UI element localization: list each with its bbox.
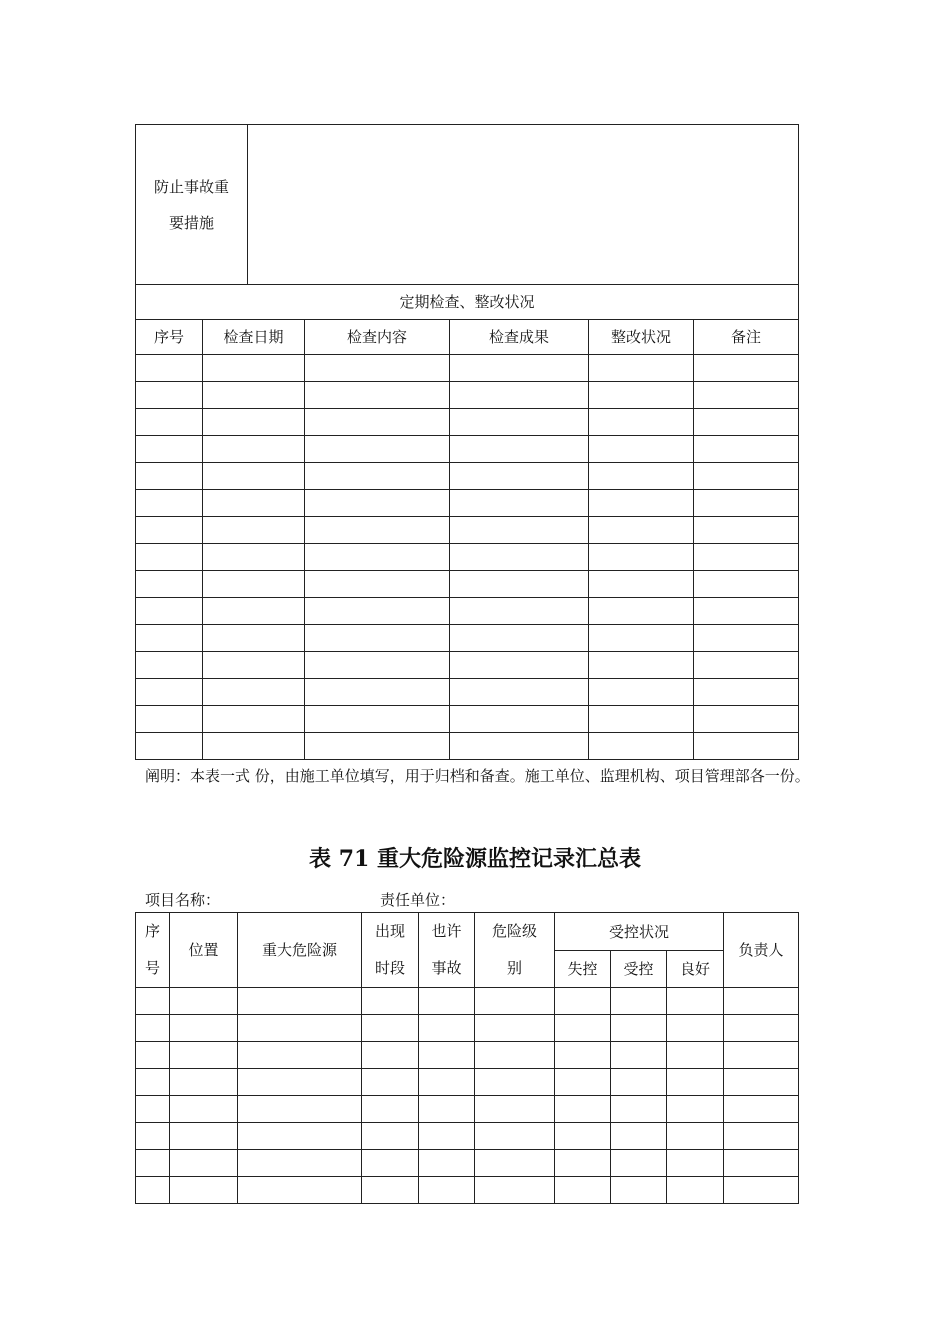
hazard-cell[interactable] [170, 1150, 238, 1177]
hazard-cell[interactable] [475, 1069, 555, 1096]
hazard-cell[interactable] [362, 1015, 419, 1042]
inspection-cell[interactable] [450, 598, 589, 625]
hazard-cell[interactable] [362, 1150, 419, 1177]
inspection-cell[interactable] [305, 490, 450, 517]
hazard-cell[interactable] [555, 1123, 611, 1150]
hazard-cell[interactable] [667, 1069, 724, 1096]
hazard-cell[interactable] [667, 1015, 724, 1042]
table-row [136, 652, 799, 679]
table-note: 阐明：本表一式 份，由施工单位填写，用于归档和备查。施工单位、监理机构、项目管理部各一份。 [145, 767, 810, 785]
table-row [136, 733, 799, 760]
header-accident-line1: 也许 [431, 922, 462, 940]
inspection-cell[interactable] [305, 436, 450, 463]
inspection-cell[interactable] [136, 463, 203, 490]
hazard-cell[interactable] [475, 988, 555, 1015]
table71-title: 表 71 重大危险源监控记录汇总表 [309, 846, 641, 872]
hazard-summary-table [135, 912, 799, 1204]
table-row [136, 1177, 799, 1204]
header-remarks: 备注 [694, 320, 799, 355]
table-row [136, 1015, 799, 1042]
header-check-result: 检查成果 [450, 320, 589, 355]
inspection-cell[interactable] [589, 625, 694, 652]
table-row [136, 1042, 799, 1069]
inspection-cell[interactable] [136, 517, 203, 544]
inspection-cell[interactable] [589, 517, 694, 544]
hazard-cell[interactable] [136, 1096, 170, 1123]
table-row [136, 544, 799, 571]
table-row [136, 463, 799, 490]
inspection-cell[interactable] [305, 463, 450, 490]
inspection-cell[interactable] [305, 517, 450, 544]
hazard-cell[interactable] [419, 1042, 475, 1069]
inspection-cell[interactable] [136, 436, 203, 463]
table-row [136, 706, 799, 733]
inspection-cell[interactable] [305, 571, 450, 598]
hazard-cell[interactable] [419, 1150, 475, 1177]
inspection-cell[interactable] [450, 382, 589, 409]
hazard-cell[interactable] [555, 1177, 611, 1204]
responsible-unit-label: 责任单位： [380, 891, 456, 909]
header-owner: 负责人 [724, 913, 799, 988]
hazard-cell[interactable] [475, 1150, 555, 1177]
hazard-cell[interactable] [475, 1015, 555, 1042]
header-rectification: 整改状况 [589, 320, 694, 355]
inspection-cell[interactable] [694, 733, 799, 760]
inspection-cell[interactable] [589, 355, 694, 382]
inspection-header-row [136, 320, 799, 355]
hazard-cell[interactable] [724, 1015, 799, 1042]
inspection-cell[interactable] [450, 436, 589, 463]
hazard-cell[interactable] [611, 1177, 667, 1204]
inspection-cell[interactable] [203, 679, 305, 706]
inspection-cell[interactable] [136, 625, 203, 652]
hazard-cell[interactable] [362, 1042, 419, 1069]
hazard-cell[interactable] [419, 1123, 475, 1150]
inspection-cell[interactable] [305, 679, 450, 706]
table-row [136, 571, 799, 598]
hazard-cell[interactable] [419, 1015, 475, 1042]
inspection-cell[interactable] [305, 706, 450, 733]
table-row [136, 517, 799, 544]
inspection-cell[interactable] [136, 355, 203, 382]
hazard-cell[interactable] [724, 1069, 799, 1096]
inspection-cell[interactable] [450, 733, 589, 760]
header-period-cell [362, 913, 419, 988]
header-check-content: 检查内容 [305, 320, 450, 355]
hazard-cell[interactable] [667, 1042, 724, 1069]
hazard-cell[interactable] [362, 1123, 419, 1150]
header-period-line1: 出现 [374, 922, 405, 940]
inspection-cell[interactable] [694, 463, 799, 490]
inspection-cell[interactable] [589, 490, 694, 517]
inspection-cell[interactable] [694, 436, 799, 463]
inspection-cell[interactable] [203, 409, 305, 436]
hazard-cell[interactable] [238, 1015, 362, 1042]
header-check-date: 检查日期 [203, 320, 305, 355]
table-row [136, 1150, 799, 1177]
inspection-cell[interactable] [136, 490, 203, 517]
hazard-cell[interactable] [362, 1096, 419, 1123]
hazard-cell[interactable] [667, 1177, 724, 1204]
inspection-cell[interactable] [203, 598, 305, 625]
hazard-cell[interactable] [611, 1042, 667, 1069]
inspection-cell[interactable] [450, 652, 589, 679]
inspection-cell[interactable] [450, 355, 589, 382]
hazard-cell[interactable] [238, 1150, 362, 1177]
header-period-line2: 时段 [374, 959, 405, 977]
inspection-cell[interactable] [589, 733, 694, 760]
inspection-cell[interactable] [694, 409, 799, 436]
inspection-cell[interactable] [305, 355, 450, 382]
hazard-cell[interactable] [555, 1015, 611, 1042]
hazard-cell[interactable] [555, 1150, 611, 1177]
hazard-cell[interactable] [170, 1042, 238, 1069]
hazard-cell[interactable] [724, 1042, 799, 1069]
header-seq: 序号 [136, 320, 203, 355]
inspection-cell[interactable] [694, 652, 799, 679]
measures-label-cell [136, 125, 248, 285]
inspection-cell[interactable] [203, 733, 305, 760]
header-good: 良好 [667, 951, 724, 988]
inspection-cell[interactable] [694, 517, 799, 544]
inspection-cell[interactable] [589, 382, 694, 409]
hazard-cell[interactable] [170, 1015, 238, 1042]
inspection-cell[interactable] [203, 652, 305, 679]
inspection-cell[interactable] [589, 679, 694, 706]
inspection-cell[interactable] [136, 382, 203, 409]
inspection-cell[interactable] [589, 706, 694, 733]
hazard-cell[interactable] [611, 1123, 667, 1150]
inspection-cell[interactable] [203, 463, 305, 490]
inspection-cell[interactable] [589, 463, 694, 490]
hazard-cell[interactable] [555, 1042, 611, 1069]
table-row [136, 382, 799, 409]
hazard-cell[interactable] [136, 1123, 170, 1150]
inspection-cell[interactable] [305, 382, 450, 409]
inspection-cell[interactable] [450, 517, 589, 544]
inspection-cell[interactable] [203, 490, 305, 517]
inspection-cell[interactable] [136, 571, 203, 598]
hazard-cell[interactable] [667, 988, 724, 1015]
measures-label-line1: 防止事故重 [154, 177, 230, 196]
header-out-of-control: 失控 [555, 951, 611, 988]
hazard-cell[interactable] [611, 1015, 667, 1042]
hazard-cell[interactable] [419, 1069, 475, 1096]
hazard-cell[interactable] [238, 988, 362, 1015]
hazard-cell[interactable] [362, 1069, 419, 1096]
inspection-cell[interactable] [203, 436, 305, 463]
hazard-cell[interactable] [170, 1123, 238, 1150]
hazard-cell[interactable] [238, 1096, 362, 1123]
inspection-cell[interactable] [694, 679, 799, 706]
inspection-cell[interactable] [589, 409, 694, 436]
hazard-cell[interactable] [419, 988, 475, 1015]
header-location: 位置 [170, 913, 238, 988]
table-row [136, 436, 799, 463]
inspection-cell[interactable] [450, 409, 589, 436]
inspection-cell[interactable] [694, 490, 799, 517]
measures-label-line2: 要措施 [169, 213, 215, 232]
measures-content-cell[interactable] [248, 125, 799, 285]
hazard-cell[interactable] [475, 1096, 555, 1123]
hazard-cell[interactable] [136, 1150, 170, 1177]
inspection-cell[interactable] [589, 652, 694, 679]
header-hazard: 重大危险源 [238, 913, 362, 988]
inspection-cell[interactable] [589, 436, 694, 463]
inspection-cell[interactable] [136, 598, 203, 625]
inspection-cell[interactable] [589, 544, 694, 571]
inspection-cell[interactable] [203, 706, 305, 733]
hazard-cell[interactable] [667, 1123, 724, 1150]
hazard-cell[interactable] [611, 1069, 667, 1096]
inspection-cell[interactable] [450, 625, 589, 652]
table-row [136, 490, 799, 517]
hazard-cell[interactable] [667, 1096, 724, 1123]
hazard-cell[interactable] [238, 1042, 362, 1069]
header-accident-cell [419, 913, 475, 988]
header-level-line2: 别 [506, 959, 522, 977]
hazard-cell[interactable] [136, 1015, 170, 1042]
inspection-cell[interactable] [305, 598, 450, 625]
inspection-cell[interactable] [136, 706, 203, 733]
hazard-cell[interactable] [611, 1150, 667, 1177]
header-level-line1: 危险级 [491, 922, 537, 940]
inspection-cell[interactable] [450, 490, 589, 517]
table-row [136, 355, 799, 382]
hazard-cell[interactable] [362, 1177, 419, 1204]
hazard-cell[interactable] [419, 1177, 475, 1204]
hazard-cell[interactable] [170, 988, 238, 1015]
inspection-cell[interactable] [305, 544, 450, 571]
inspection-cell[interactable] [305, 409, 450, 436]
inspection-cell[interactable] [203, 544, 305, 571]
inspection-cell[interactable] [694, 598, 799, 625]
inspection-cell[interactable] [305, 652, 450, 679]
hazard-cell[interactable] [238, 1123, 362, 1150]
inspection-cell[interactable] [203, 382, 305, 409]
hazard-cell[interactable] [555, 1096, 611, 1123]
table-row [136, 1069, 799, 1096]
inspection-cell[interactable] [305, 733, 450, 760]
hazard-cell[interactable] [362, 988, 419, 1015]
inspection-cell[interactable] [450, 544, 589, 571]
hazard-cell[interactable] [136, 1042, 170, 1069]
table-row [136, 1123, 799, 1150]
header-seq-line2: 号 [144, 959, 160, 977]
hazard-cell[interactable] [170, 1069, 238, 1096]
hazard-cell[interactable] [555, 988, 611, 1015]
inspection-cell[interactable] [450, 463, 589, 490]
inspection-cell[interactable] [450, 571, 589, 598]
hazard-cell[interactable] [724, 988, 799, 1015]
hazard-cell[interactable] [170, 1177, 238, 1204]
inspection-cell[interactable] [203, 571, 305, 598]
hazard-cell[interactable] [724, 1096, 799, 1123]
inspection-cell[interactable] [203, 355, 305, 382]
inspection-cell[interactable] [694, 706, 799, 733]
project-name-label: 项目名称： [145, 891, 221, 909]
inspection-table [135, 124, 799, 760]
hazard-cell[interactable] [475, 1123, 555, 1150]
inspection-cell[interactable] [203, 517, 305, 544]
hazard-cell[interactable] [724, 1177, 799, 1204]
hazard-cell[interactable] [419, 1096, 475, 1123]
inspection-cell[interactable] [136, 733, 203, 760]
table-row [136, 598, 799, 625]
header-seq-line1: 序 [144, 922, 160, 940]
hazard-cell[interactable] [724, 1123, 799, 1150]
hazard-cell[interactable] [475, 1042, 555, 1069]
hazard-cell[interactable] [611, 988, 667, 1015]
hazard-cell[interactable] [238, 1069, 362, 1096]
header-controlled: 受控 [611, 951, 667, 988]
table-row [136, 1096, 799, 1123]
header-level-cell [475, 913, 555, 988]
inspection-cell[interactable] [694, 625, 799, 652]
table-row [136, 409, 799, 436]
inspection-cell[interactable] [136, 544, 203, 571]
header-accident-line2: 事故 [431, 959, 462, 977]
inspection-cell[interactable] [450, 706, 589, 733]
hazard-cell[interactable] [555, 1069, 611, 1096]
header-control-status: 受控状况 [555, 913, 724, 951]
table-row [136, 625, 799, 652]
table-row [136, 679, 799, 706]
inspection-cell[interactable] [450, 679, 589, 706]
inspection-section-title: 定期检查、整改状况 [136, 285, 799, 320]
inspection-cell[interactable] [589, 598, 694, 625]
inspection-cell[interactable] [305, 625, 450, 652]
header-seq-cell [136, 913, 170, 988]
hazard-cell[interactable] [724, 1150, 799, 1177]
table-row [136, 988, 799, 1015]
inspection-cell[interactable] [589, 571, 694, 598]
hazard-cell[interactable] [136, 988, 170, 1015]
inspection-cell[interactable] [136, 652, 203, 679]
hazard-cell[interactable] [238, 1177, 362, 1204]
hazard-cell[interactable] [475, 1177, 555, 1204]
hazard-cell[interactable] [136, 1069, 170, 1096]
inspection-cell[interactable] [136, 409, 203, 436]
inspection-cell[interactable] [694, 355, 799, 382]
hazard-cell[interactable] [170, 1096, 238, 1123]
inspection-cell[interactable] [694, 571, 799, 598]
hazard-cell[interactable] [611, 1096, 667, 1123]
inspection-cell[interactable] [203, 625, 305, 652]
hazard-cell[interactable] [136, 1177, 170, 1204]
inspection-cell[interactable] [694, 544, 799, 571]
hazard-cell[interactable] [667, 1150, 724, 1177]
inspection-cell[interactable] [694, 382, 799, 409]
inspection-cell[interactable] [136, 679, 203, 706]
